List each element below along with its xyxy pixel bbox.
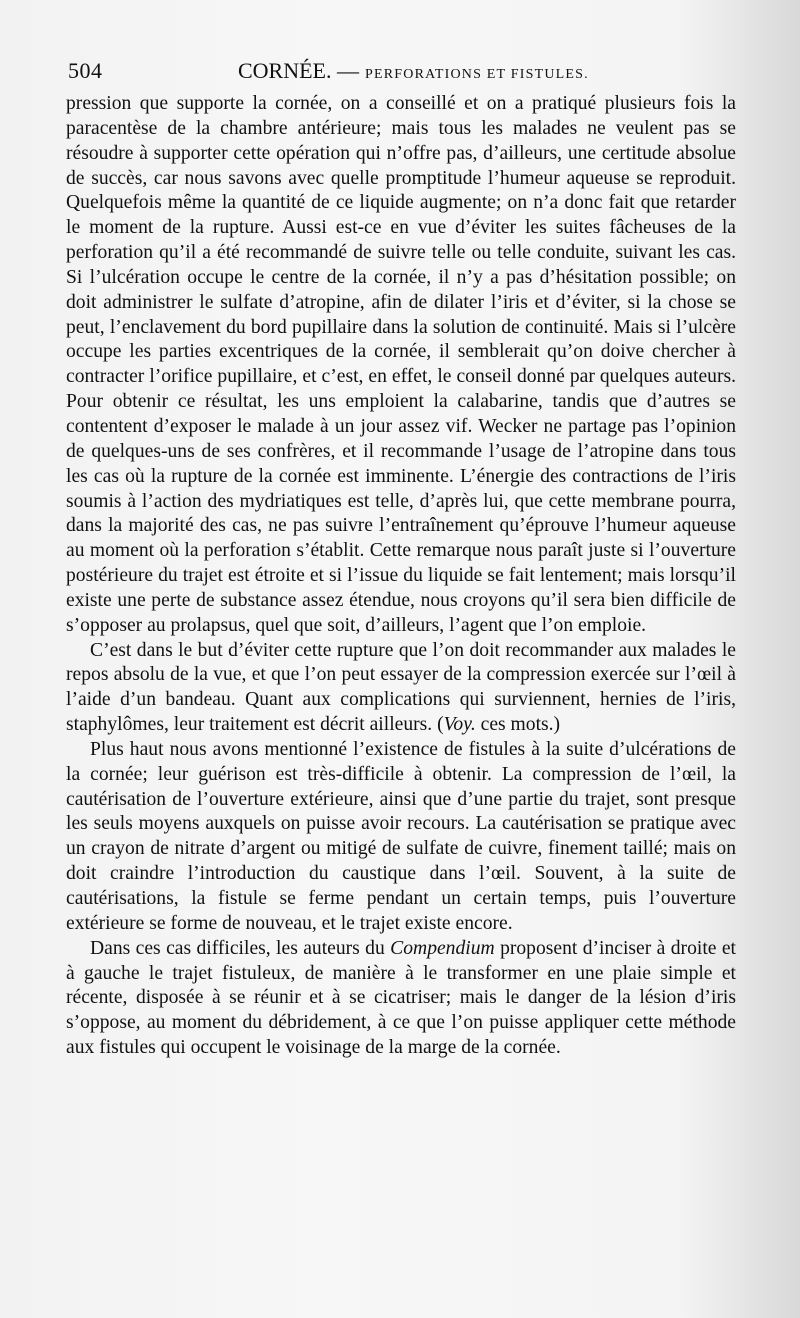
- page-header: [68, 58, 728, 88]
- running-head: [238, 58, 589, 84]
- page-number: 504: [68, 58, 103, 83]
- paragraph-4: [66, 937, 736, 1061]
- running-head-separator: —: [337, 58, 359, 83]
- paragraph-2-text-after: ces mots.): [475, 714, 561, 736]
- paragraph-2: [66, 639, 736, 738]
- paragraph-2-italic: Voy.: [443, 714, 476, 736]
- running-head-title: CORNÉE.: [238, 58, 332, 83]
- paragraph-1: pression que supporte la cornée, on a conseillé et on a pratiqué plusieurs fois la paracentèse de la chambre antérieure; mais tous les malades ne veulent pas se résoudre à supporter cette opération qui n’offre pas, d’ailleurs, une certitude absolue de succès, car nous savons avec quelle promptitude l’humeur aqueuse se reproduit. Quelquefois même la quantité de ce liquide augmente; on n’a donc fait que retarder le moment de la rupture. Aussi est-ce en vue d’éviter les suites fâcheuses de la perforation qu’il a été recommandé de suivre telle ou telle conduite, suivant les cas. Si l’ulcération occupe le centre de la cornée, il n’y a pas d’hésitation possible; on doit administrer le sulfate d’atropine, afin de dilater l’iris et d’éviter, si la chose se peut, l’enclavement du bord pupillaire dans la solution de continuité. Mais si l’ulcère occupe les parties excentriques de la cornée, il semblerait qu’on doive chercher à contracter l’orifice pupillaire, et c’est, en effet, le conseil donné par quelques auteurs. Pour obtenir ce résultat, les uns emploient la calabarine, tandis que d’autres se contentent d’exposer le malade à un jour assez vif. Wecker ne partage pas l’opinion de quelques-uns de ses confrères, et il recommande l’usage de l’atropine dans tous les cas où la rupture de la cornée est imminente. L’énergie des contractions de l’iris soumis à l’action des mydriatiques est telle, d’après lui, que cette membrane pourra, dans la majorité des cas, ne pas suivre l’entraînement qu’éprouve l’humeur aqueuse au moment où la perforation s’établit. Cette remarque nous paraît juste si l’ouverture postérieure du trajet est étroite et si l’issue du liquide se fait lentement; mais lorsqu’il existe une perte de substance assez étendue, nous croyons qu’il sera bien difficile de s’opposer au prolapsus, quel que soit, d’ailleurs, l’agent que l’on emploie.: [66, 93, 736, 636]
- paragraph-3: Plus haut nous avons mentionné l’existence de fistules à la suite d’ulcérations de la cornée; leur guérison est très-difficile à obtenir. La compression de l’œil, la cautérisation de l’ouverture extérieure, ainsi que d’une partie du trajet, sont presque les seuls moyens auxquels on puisse avoir recours. La cautérisation se pratique avec un crayon de nitrate d’argent ou mitigé de sulfate de cuivre, finement taillé; mais on doit craindre l’introduction du caustique dans l’œil. Souvent, à la suite de cautérisations, la fistule se ferme pendant un certain temps, puis l’ouverture extérieure se forme de nouveau, et le trajet existe encore.: [66, 738, 736, 934]
- body-text: [66, 92, 736, 1061]
- paragraph-2-text-before: C’est dans le but d’éviter cette rupture que l’on doit recommander aux malades le repos absolu de la vue, et que l’on peut essayer de la compression exercée sur l’œil à l’aide d’un bandeau. Quant aux complications qui surviennent, hernies de l’iris, staphylômes, leur traitement est décrit ailleurs. (: [66, 639, 736, 736]
- paragraph-4-text-before: Dans ces cas difficiles, les auteurs du: [90, 937, 391, 959]
- running-head-subtitle: PERFORATIONS ET FISTULES.: [365, 67, 589, 82]
- paragraph-4-text-after: proposent d’inciser à droite et à gauche le trajet fistuleux, de manière à le transformer en une plaie simple et récente, disposée à se réunir et à se cicatriser; mais le danger de la lésion d’iris s’oppose, au moment du débridement, à ce que l’on puisse appliquer cette méthode aux fistules qui occupent le voisinage de la marge de la cornée.: [66, 937, 736, 1059]
- paragraph-4-italic: Compendium: [390, 937, 495, 959]
